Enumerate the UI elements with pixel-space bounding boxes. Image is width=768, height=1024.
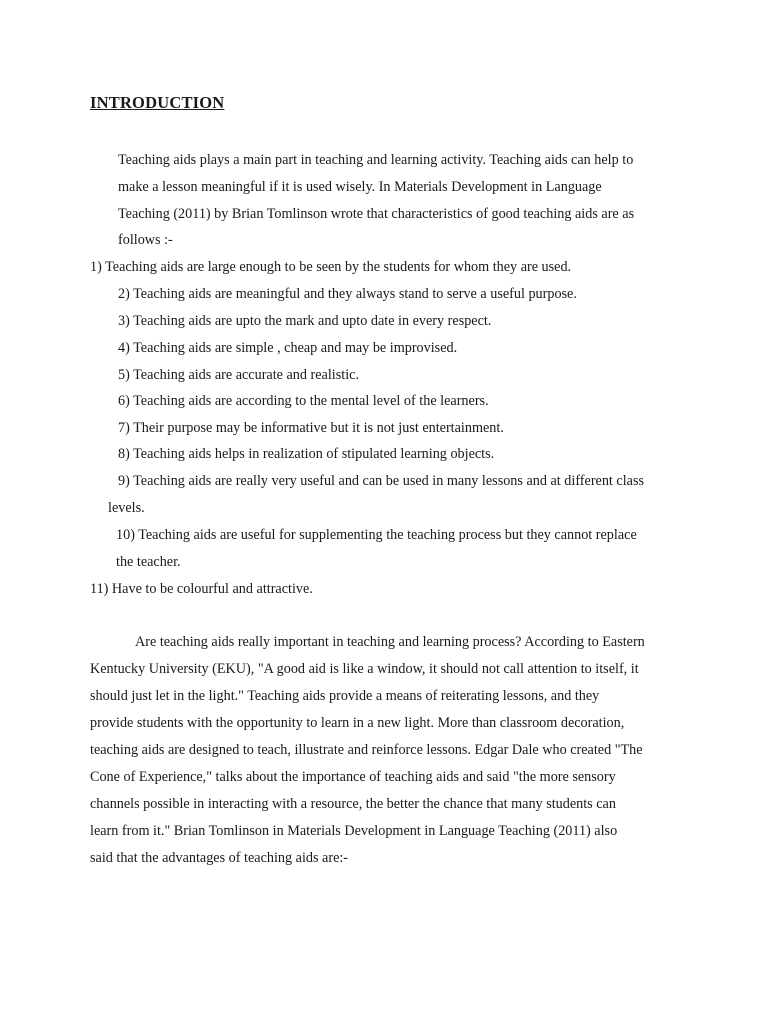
paragraph-line: channels possible in interacting with a resource, the better the chance that many students can (90, 796, 616, 812)
list-item-continuation: levels. (108, 500, 145, 516)
intro-line: Teaching aids plays a main part in teaching and learning activity. Teaching aids can help to (118, 152, 634, 168)
paragraph-line: said that the advantages of teaching aids are:- (90, 850, 349, 866)
paragraph-line: Are teaching aids really important in teaching and learning process? According to Eastern (135, 634, 645, 650)
paragraph-line: teaching aids are designed to teach, illustrate and reinforce lessons. Edgar Dale who created "The (90, 742, 643, 758)
list-item: 3) Teaching aids are upto the mark and upto date in every respect. (118, 313, 492, 329)
list-item: 10) Teaching aids are useful for supplementing the teaching process but they cannot replace (116, 527, 637, 543)
list-item-continuation: the teacher. (116, 554, 181, 570)
list-item: 5) Teaching aids are accurate and realistic. (118, 367, 359, 383)
paragraph-line: provide students with the opportunity to learn in a new light. More than classroom decoration, (90, 715, 625, 731)
list-item: 1) Teaching aids are large enough to be seen by the students for whom they are used. (90, 259, 572, 275)
list-item: 4) Teaching aids are simple , cheap and may be improvised. (118, 340, 458, 356)
list-item: 7) Their purpose may be informative but it is not just entertainment. (118, 420, 504, 436)
paragraph-line: Cone of Experience," talks about the importance of teaching aids and said "the more sensory (90, 769, 616, 785)
paragraph-line: learn from it." Brian Tomlinson in Materials Development in Language Teaching (2011) also (90, 823, 618, 839)
intro-line: make a lesson meaningful if it is used wisely. In Materials Development in Language (118, 179, 602, 195)
list-item: 9) Teaching aids are really very useful and can be used in many lessons and at different class (118, 473, 644, 489)
paragraph-line: Kentucky University (EKU), "A good aid is like a window, it should not call attention to itself, it (90, 661, 639, 677)
paragraph-line: should just let in the light." Teaching aids provide a means of reiterating lessons, and they (90, 688, 600, 704)
list-item: 6) Teaching aids are according to the mental level of the learners. (118, 393, 489, 409)
list-item: 11) Have to be colourful and attractive. (90, 581, 313, 597)
list-item: 8) Teaching aids helps in realization of stipulated learning objects. (118, 446, 495, 462)
list-item: 2) Teaching aids are meaningful and they always stand to serve a useful purpose. (118, 286, 577, 302)
intro-line: follows :- (118, 232, 173, 248)
intro-line: Teaching (2011) by Brian Tomlinson wrote that characteristics of good teaching aids are as (118, 206, 635, 222)
document-heading: INTRODUCTION (90, 93, 225, 112)
